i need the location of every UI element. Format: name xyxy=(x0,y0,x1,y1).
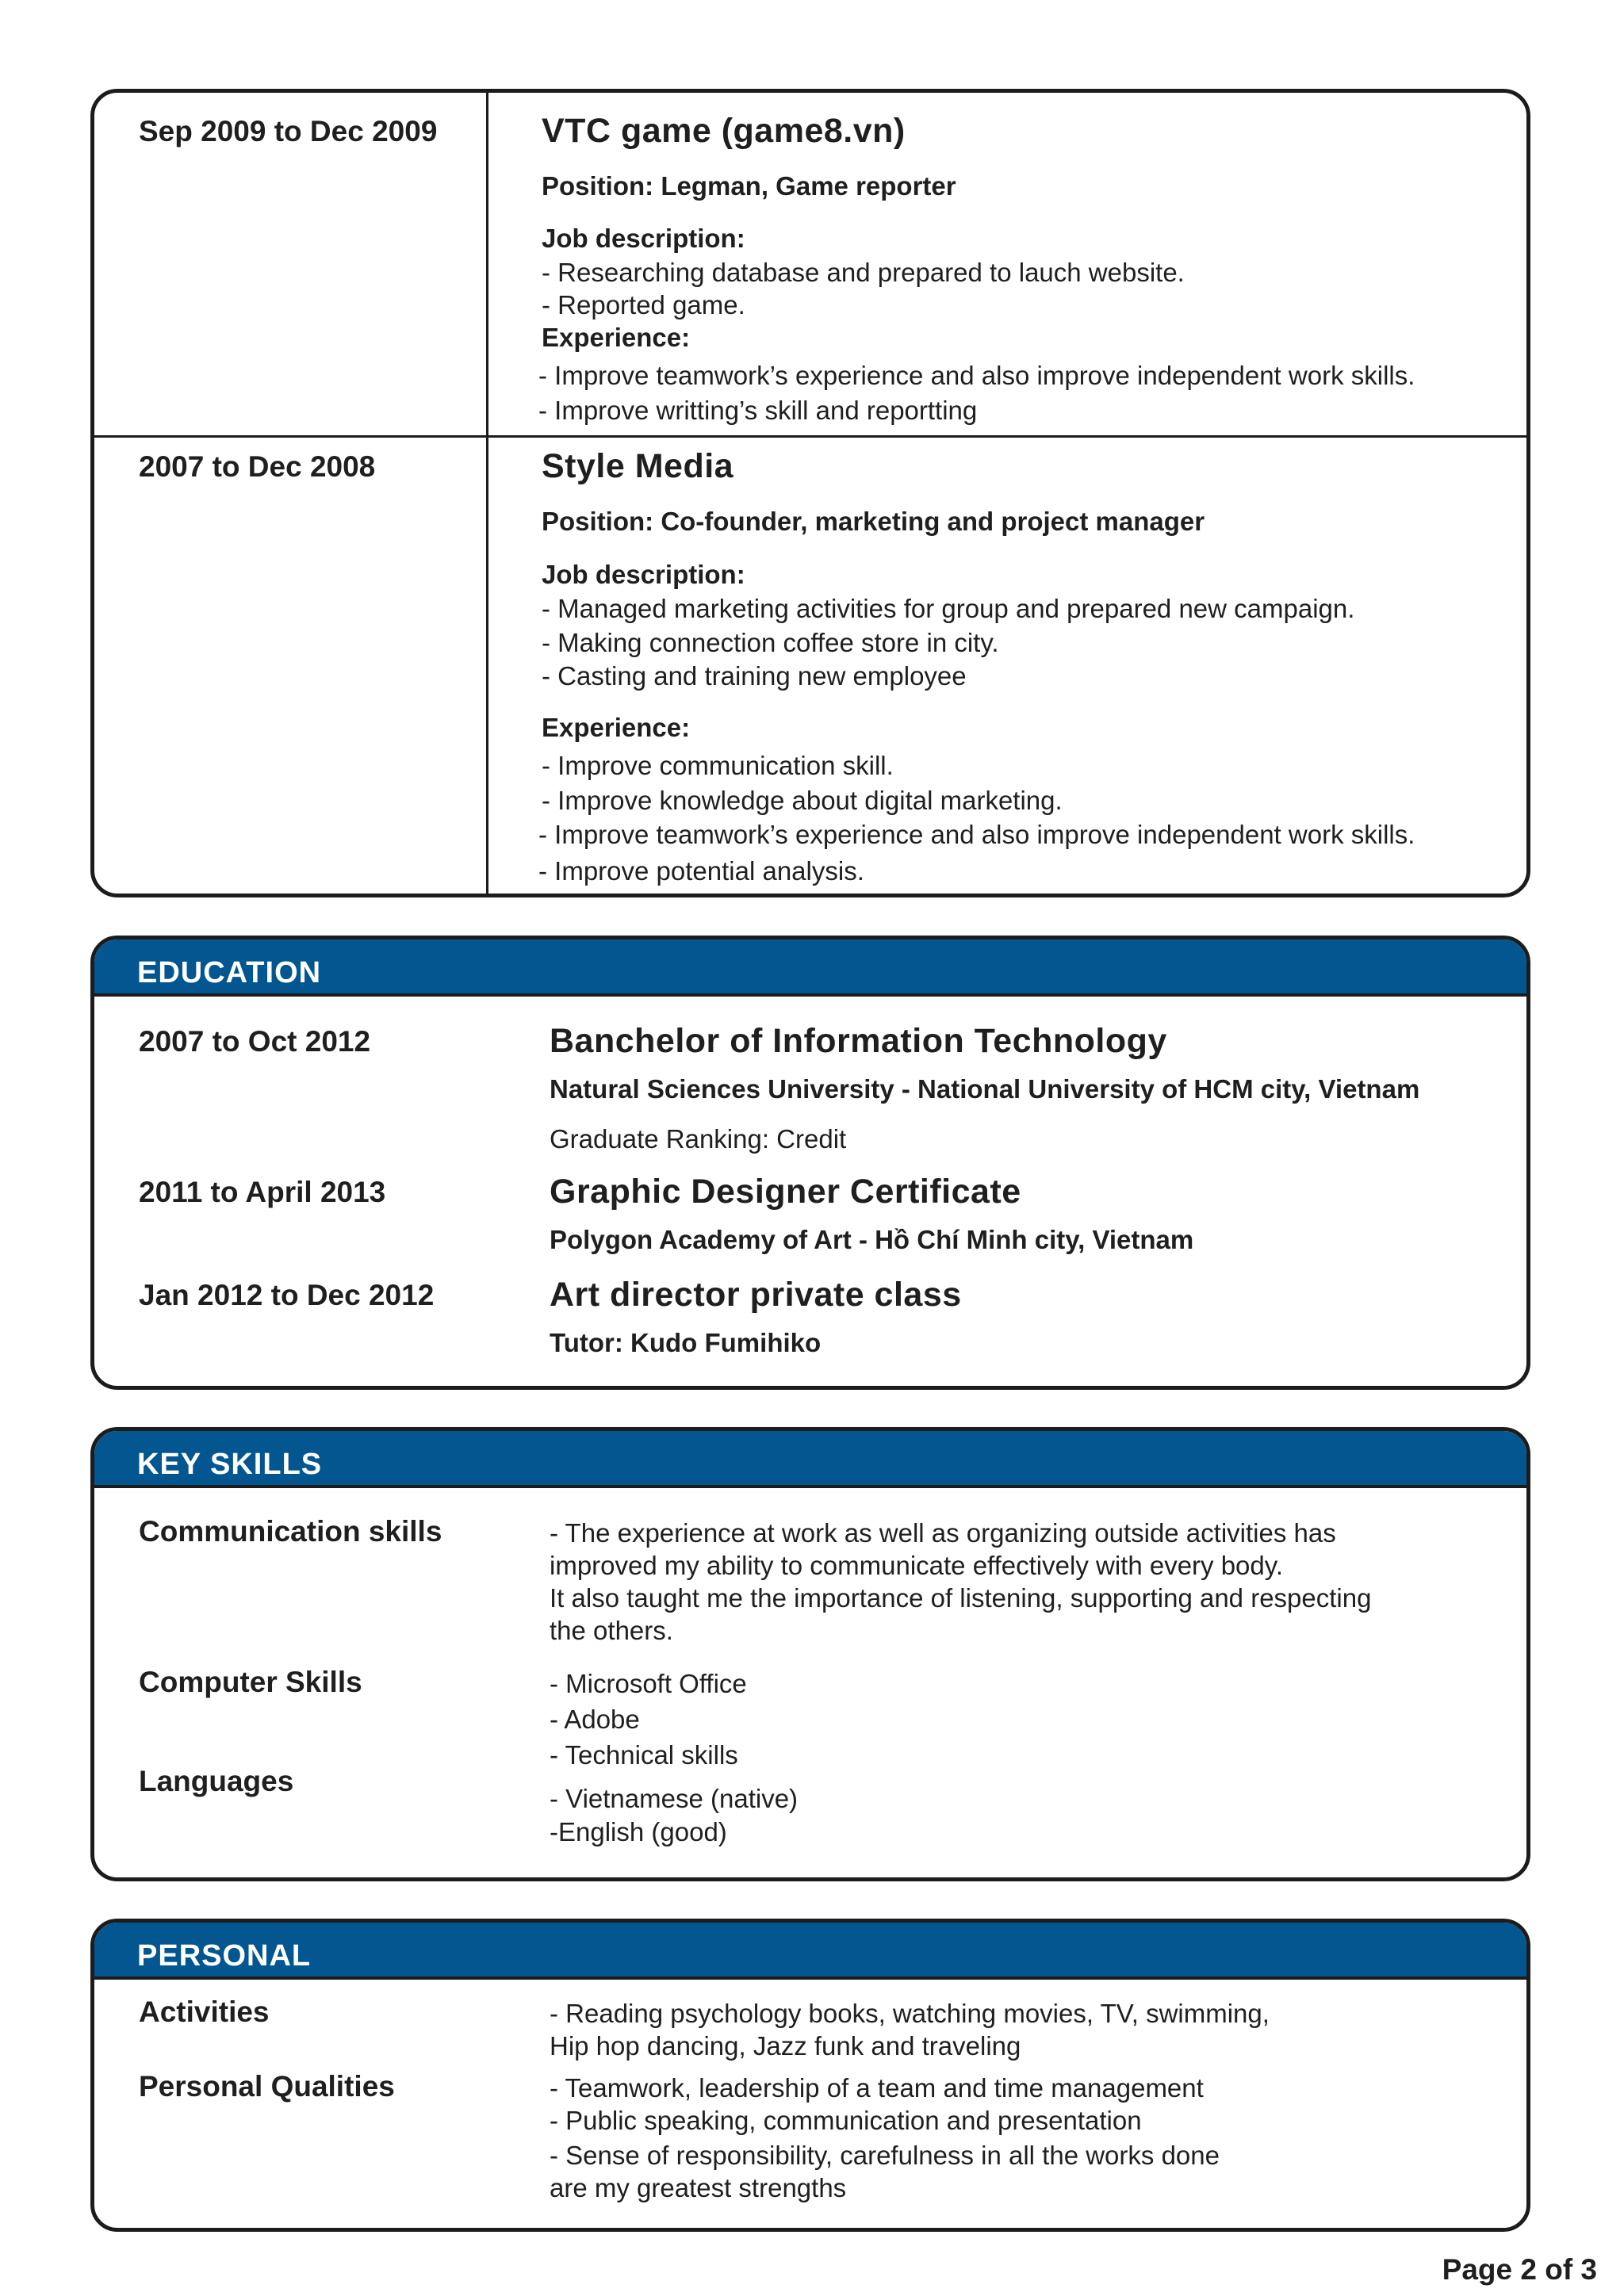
section-heading: KEY SKILLS xyxy=(94,1431,1526,1488)
education-title: Art director private class xyxy=(550,1276,962,1314)
job-line: - Making connection coffee store in city. xyxy=(542,628,999,657)
job-line: - Researching database and prepared to lauch website. xyxy=(542,258,1185,287)
education-title: Graphic Designer Certificate xyxy=(550,1173,1021,1211)
personal-line: Hip hop dancing, Jazz funk and traveling xyxy=(550,2031,1021,2061)
education-date: Jan 2012 to Dec 2012 xyxy=(139,1279,435,1311)
experience-line: - Improve teamwork’s experience and also improve independent work skills. xyxy=(538,820,1415,849)
personal-line: - Sense of responsibility, carefulness in all the works done xyxy=(550,2141,1220,2170)
personal-line: - Reading psychology books, watching movies, TV, swimming, xyxy=(550,1999,1270,2028)
work-company: Style Media xyxy=(542,447,734,485)
skill-line: - Technical skills xyxy=(550,1740,738,1770)
column-divider xyxy=(486,93,488,897)
job-line: - Managed marketing activities for group and prepared new campaign. xyxy=(542,594,1355,623)
education-date: 2011 to April 2013 xyxy=(139,1176,386,1208)
education-section xyxy=(90,936,1530,1390)
personal-line: are my greatest strengths xyxy=(550,2173,847,2202)
experience-heading: Experience: xyxy=(542,713,691,742)
experience-line: - Improve communication skill. xyxy=(542,751,894,780)
skill-line: - Vietnamese (native) xyxy=(550,1784,799,1813)
experience-line: - Improve potential analysis. xyxy=(538,856,864,886)
work-position: Position: Legman, Game reporter xyxy=(542,171,956,201)
skill-line: It also taught me the importance of listening, supporting and respecting xyxy=(550,1583,1372,1613)
job-line: - Reported game. xyxy=(542,290,745,320)
skill-label: Languages xyxy=(139,1765,294,1797)
experience-line: - Improve knowledge about digital marketing. xyxy=(542,786,1063,815)
work-company: VTC game (game8.vn) xyxy=(542,112,906,150)
job-description-heading: Job description: xyxy=(542,224,745,253)
page-number: Page 2 of 3 xyxy=(1442,2253,1597,2286)
personal-label: Activities xyxy=(139,1996,270,2028)
education-note: Graduate Ranking: Credit xyxy=(550,1124,847,1154)
personal-section xyxy=(90,1919,1530,2232)
education-date: 2007 to Oct 2012 xyxy=(139,1025,371,1058)
education-title: Banchelor of Information Technology xyxy=(550,1022,1167,1060)
skill-line: - Microsoft Office xyxy=(550,1669,747,1698)
work-date: Sep 2009 to Dec 2009 xyxy=(139,115,438,147)
experience-line: - Improve writting’s skill and reportting xyxy=(538,396,978,425)
skill-label: Computer Skills xyxy=(139,1666,362,1698)
personal-line: - Public speaking, communication and presentation xyxy=(550,2106,1142,2135)
work-date: 2007 to Dec 2008 xyxy=(139,450,376,483)
skill-label: Communication skills xyxy=(139,1515,442,1548)
row-divider xyxy=(94,435,1530,438)
work-position: Position: Co-founder, marketing and project manager xyxy=(542,507,1205,536)
education-institution: Polygon Academy of Art - Hồ Chí Minh city, Vietnam xyxy=(550,1225,1194,1254)
personal-line: - Teamwork, leadership of a team and time management xyxy=(550,2073,1204,2103)
education-institution: Natural Sciences University - National University of HCM city, Vietnam xyxy=(550,1074,1420,1104)
education-institution: Tutor: Kudo Fumihiko xyxy=(550,1328,822,1357)
experience-line: - Improve teamwork’s experience and also improve independent work skills. xyxy=(538,361,1415,390)
skill-line: - Adobe xyxy=(550,1705,640,1734)
section-heading: EDUCATION xyxy=(94,939,1526,997)
job-description-heading: Job description: xyxy=(542,560,745,589)
job-line: - Casting and training new employee xyxy=(542,661,967,691)
work-experience-section xyxy=(90,89,1530,897)
skill-line: - The experience at work as well as organizing outside activities has xyxy=(550,1518,1336,1548)
experience-heading: Experience: xyxy=(542,323,691,352)
personal-label: Personal Qualities xyxy=(139,2070,395,2103)
key-skills-section xyxy=(90,1427,1530,1881)
skill-line: improved my ability to communicate effectively with every body. xyxy=(550,1551,1283,1580)
section-heading: PERSONAL xyxy=(94,1923,1526,1980)
skill-line: -English (good) xyxy=(550,1817,727,1846)
skill-line: the others. xyxy=(550,1616,673,1645)
